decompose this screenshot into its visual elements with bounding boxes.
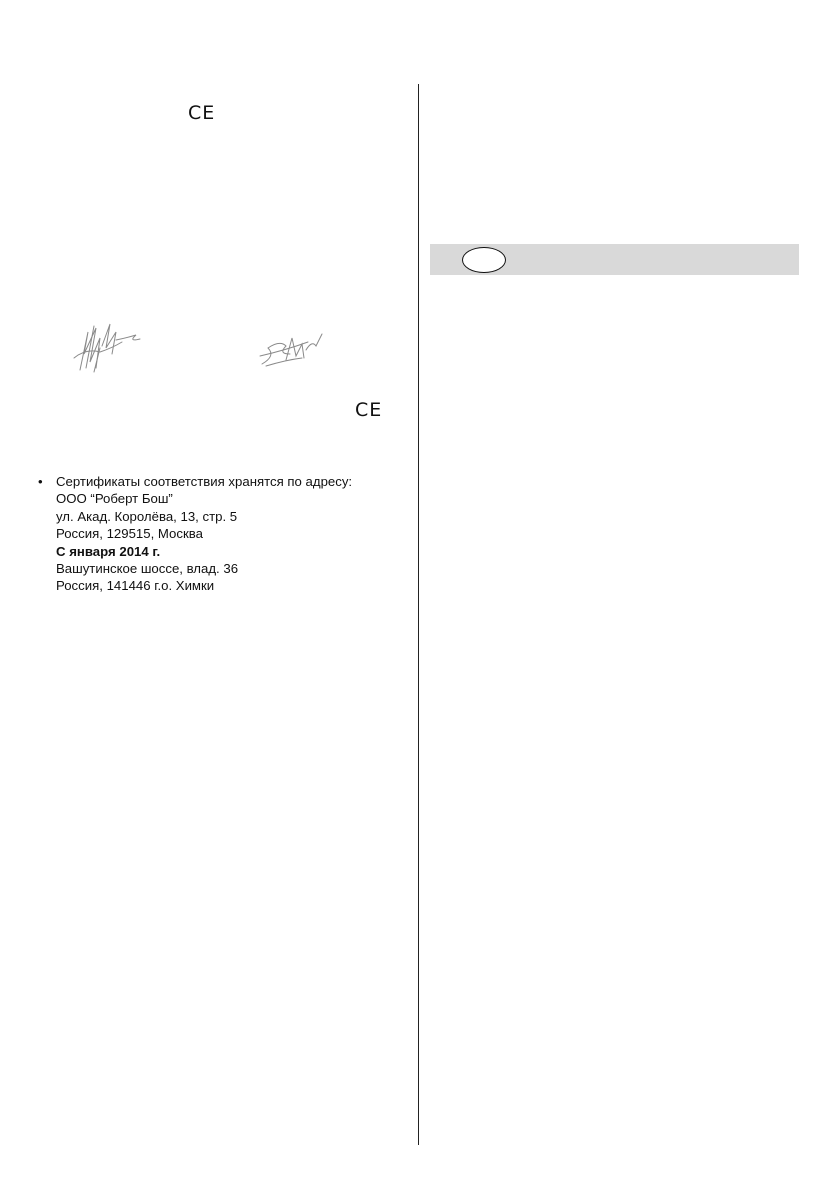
new-street-address: Вашутинское шоссе, влад. 36 <box>56 561 239 577</box>
signature-left <box>66 318 144 374</box>
column-divider <box>418 84 419 1145</box>
language-badge <box>462 247 506 273</box>
ce-mark-middle: CE <box>355 399 383 421</box>
street-address: ул. Акад. Королёва, 13, стр. 5 <box>56 508 238 524</box>
signature-right <box>256 330 326 370</box>
certificates-address-block <box>38 473 398 595</box>
language-section-bar <box>430 244 799 275</box>
effective-date: С января 2014 г. <box>56 543 161 559</box>
certificates-heading: Сертификаты соответствия хранятся по адресу: <box>56 474 353 489</box>
list-bullet: • <box>38 474 43 489</box>
ce-mark-top: CE <box>188 102 216 124</box>
company-name: ООО “Роберт Бош” <box>56 491 173 507</box>
city-address: Россия, 129515, Москва <box>56 526 203 542</box>
new-city-address: Россия, 141446 г.о. Химки <box>56 578 215 594</box>
